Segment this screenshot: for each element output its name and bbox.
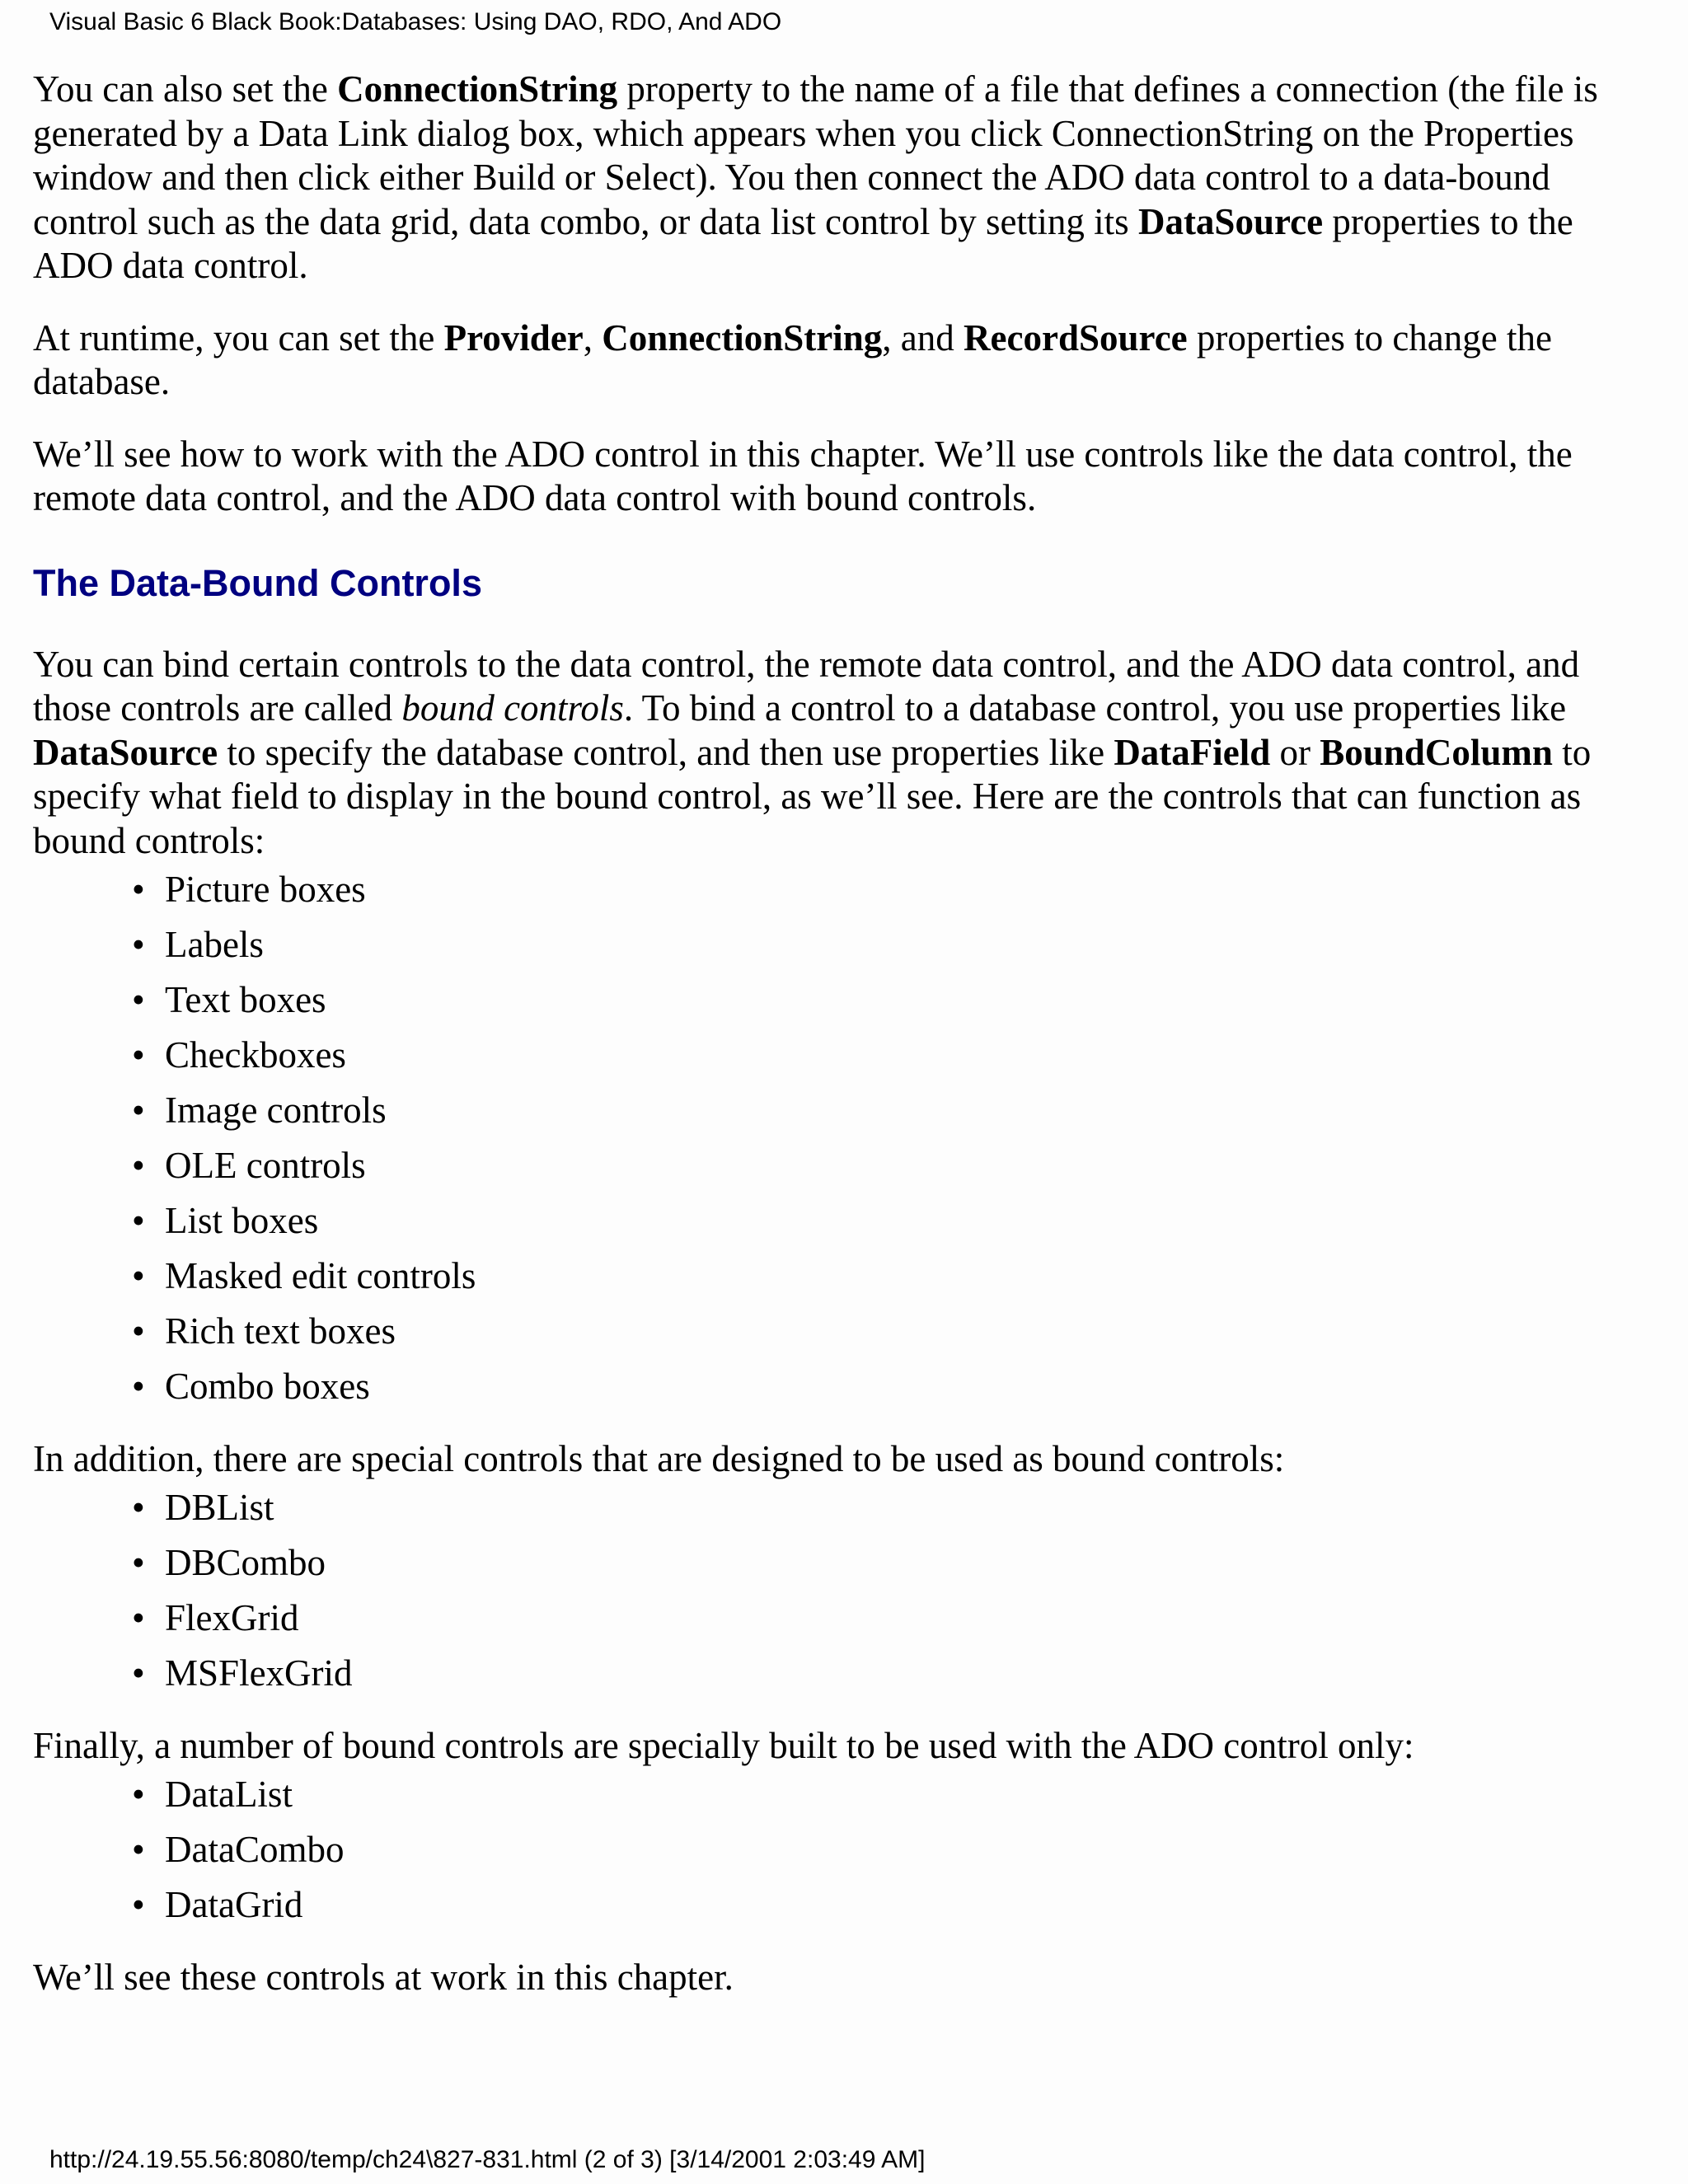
list-item-label: Checkboxes (165, 1034, 346, 1076)
list-item (132, 1310, 1655, 1354)
paragraph-connection-string (33, 68, 1655, 288)
list-item (132, 1254, 1655, 1299)
list-item-label: DBCombo (165, 1542, 326, 1583)
bold-term-recordsource: RecordSource (964, 316, 1188, 359)
bullet-icon: • (132, 1090, 145, 1131)
list-item-label: DataGrid (165, 1884, 303, 1925)
list-item-label: Text boxes (165, 979, 326, 1020)
text-run: . To bind a control to a database control, you use properties like (623, 687, 1567, 729)
text-run: , (583, 316, 603, 359)
paragraph-special-controls: In addition, there are special controls that are designed to be used as bound controls: (33, 1437, 1285, 1479)
paragraph-ado-intro: We’ll see how to work with the ADO control in this chapter. We’ll use controls like the data control, the remote data control, and the ADO data control with bound controls. (33, 433, 1573, 518)
bullet-icon: • (132, 1255, 145, 1296)
bold-term-provider: Provider (443, 316, 584, 359)
bullet-icon: • (132, 1034, 145, 1076)
list-item-label: Picture boxes (165, 869, 366, 910)
paragraph-bound-controls (33, 643, 1655, 864)
list-item (132, 1773, 1655, 1817)
list-item (132, 1883, 1655, 1928)
text-run: , and (882, 316, 964, 359)
bullet-icon: • (132, 1829, 145, 1870)
bound-controls-list (33, 868, 1655, 1409)
text-run: properties to the ADO data control. (33, 200, 1573, 286)
paragraph-ado-only-controls: Finally, a number of bound controls are specially built to be used with the ADO control only: (33, 1724, 1414, 1766)
list-item (132, 1199, 1655, 1244)
text-run: properties to change the database. (33, 316, 1552, 402)
bold-term-boundcolumn: BoundColumn (1320, 731, 1553, 773)
list-item-label: Image controls (165, 1090, 387, 1131)
list-item-label: Rich text boxes (165, 1310, 396, 1352)
bullet-icon: • (132, 1145, 145, 1186)
bullet-icon: • (132, 1200, 145, 1241)
list-item (132, 868, 1655, 912)
list-item (132, 1596, 1655, 1641)
bold-term-datasource: DataSource (33, 731, 218, 773)
bullet-icon: • (132, 1487, 145, 1528)
list-item (132, 1365, 1655, 1409)
list-item-label: DataCombo (165, 1829, 345, 1870)
bold-term-datasource: DataSource (1137, 200, 1324, 242)
document-body (33, 68, 1655, 2027)
list-item-label: DataList (165, 1774, 293, 1815)
text-run: property to the name of a file that defines a connection (the file is generated by a Data Link dialog box, which appears when you click ConnectionString on the Properties window and then click either Build or Select). You then connect the ADO data control to a data-bound control such as the data grid, data combo, or data list control by setting its (33, 68, 1598, 242)
section-heading: The Data-Bound Controls (33, 561, 482, 604)
bullet-icon: • (132, 1366, 145, 1407)
text-run: You can bind certain controls to the data control, the remote data control, and the ADO data control, and those controls are called (33, 643, 1580, 729)
list-item-label: FlexGrid (165, 1597, 299, 1638)
list-item (132, 923, 1655, 968)
list-item (132, 1541, 1655, 1586)
list-item (132, 978, 1655, 1023)
bold-term-connectionstring: ConnectionString (602, 316, 883, 359)
special-controls-list (33, 1486, 1655, 1696)
text-run: to specify what field to display in the bound control, as we’ll see. Here are the controls that can function as bound controls: (33, 731, 1592, 861)
bold-term-datafield: DataField (1114, 731, 1271, 773)
bullet-icon: • (132, 1542, 145, 1583)
bullet-icon: • (132, 1597, 145, 1638)
list-item (132, 1828, 1655, 1872)
bullet-icon: • (132, 1652, 145, 1694)
list-item-label: MSFlexGrid (165, 1652, 353, 1694)
text-run: You can also set the (33, 68, 338, 110)
paragraph-runtime (33, 316, 1655, 405)
list-item (132, 1652, 1655, 1696)
page-footer-url: http://24.19.55.56:8080/temp/ch24\827-831.html (2 of 3) [3/14/2001 2:03:49 AM] (49, 2146, 926, 2173)
list-item-label: Combo boxes (165, 1366, 370, 1407)
list-item (132, 1486, 1655, 1530)
text-run: to specify the database control, and then use properties like (218, 731, 1114, 773)
text-run: At runtime, you can set the (33, 316, 444, 359)
list-item (132, 1089, 1655, 1133)
bold-term-connectionstring: ConnectionString (337, 68, 618, 110)
bullet-icon: • (132, 869, 145, 910)
bullet-icon: • (132, 979, 145, 1020)
list-item-label: Labels (165, 924, 264, 965)
list-item-label: List boxes (165, 1200, 319, 1241)
bullet-icon: • (132, 1774, 145, 1815)
paragraph-closing: We’ll see these controls at work in this chapter. (33, 1956, 734, 1998)
list-item-label: DBList (165, 1487, 274, 1528)
bullet-icon: • (132, 924, 145, 965)
list-item (132, 1033, 1655, 1078)
list-item (132, 1144, 1655, 1188)
list-item-label: Masked edit controls (165, 1255, 476, 1296)
bullet-icon: • (132, 1310, 145, 1352)
list-item-label: OLE controls (165, 1145, 366, 1186)
page-header-title: Visual Basic 6 Black Book:Databases: Using DAO, RDO, And ADO (49, 8, 782, 35)
bullet-icon: • (132, 1884, 145, 1925)
text-run: or (1270, 731, 1320, 773)
italic-term-bound-controls: bound controls (401, 687, 624, 729)
ado-controls-list (33, 1773, 1655, 1928)
